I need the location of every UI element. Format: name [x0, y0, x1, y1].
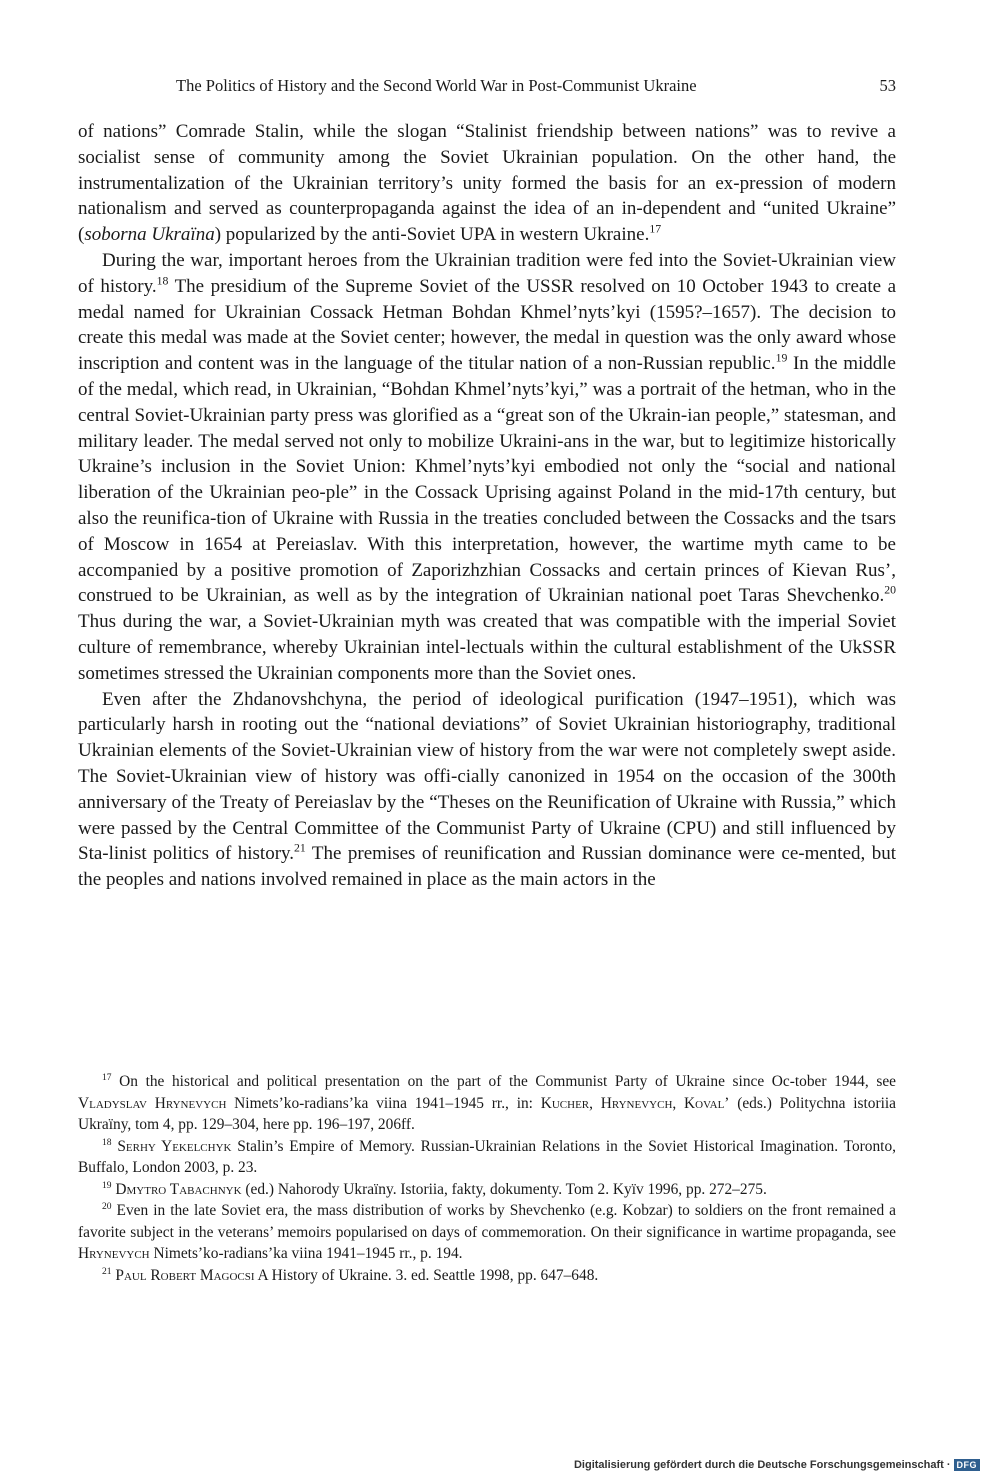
footnote-text: (ed.) Nahorody Ukraïny. Istoriia, fakty, dokumenty. Tom 2. Kyïv 1996, pp. 272–275.: [241, 1180, 767, 1198]
paragraph-2-text-a: During the war, important heroes from the Ukrainian tradition were fed into the Soviet-Ukrainian view of history.: [78, 249, 896, 297]
paragraph-1-text-c: ) popularized by the anti-Soviet UPA in western Ukraine.: [214, 224, 650, 246]
footnotes: [78, 1071, 896, 1286]
footnote-number: 20: [102, 1200, 112, 1212]
footnote-author: Vladyslav Hrynevych: [78, 1094, 227, 1112]
footnote-text: Nimets’ko-radians’ka viina 1941–1945 rr., in:: [226, 1094, 541, 1112]
footnote-text: Nimets’ko-radians’ka viina 1941–1945 rr., p. 194.: [149, 1245, 463, 1262]
footnote-text: A History of Ukraine. 3. ed. Seattle 1998, pp. 647–648.: [254, 1266, 599, 1284]
footnote-text: On the historical and political presentation on the part of the Communist Party of Ukraine since Oc-tober 1944, see: [111, 1073, 896, 1090]
funding-text: Digitalisierung gefördert durch die Deutsche Forschungsgemeinschaft ·: [573, 1459, 951, 1471]
footnote-19: [78, 1179, 896, 1201]
paragraph-3: [78, 687, 896, 893]
footnote-author: Kucher, Hrynevych, Koval’: [540, 1094, 730, 1112]
paragraph-1-text-a: of nations” Comrade Stalin, while the slogan “Stalinist friendship between nations” was to revive a socialist sense of community among the Soviet Ukrainian population. On the other hand, the instrumentalization of the Ukrainian territory’s unity formed the basis for an ex-pression of modern nationalism and served as counterpropaganda against the idea of an in-dependent and “united Ukraine” (: [78, 121, 896, 246]
footnote-18: [78, 1136, 896, 1179]
footnote-number: 21: [102, 1265, 112, 1277]
footnote-author: Paul Robert Magocsi: [115, 1266, 255, 1284]
footnote-ref-17: 17: [649, 222, 662, 236]
footnote-17: [78, 1071, 896, 1136]
body-text: [78, 119, 896, 893]
footnote-number: 19: [102, 1179, 112, 1191]
paragraph-1: [78, 119, 896, 248]
funding-note: [574, 1459, 980, 1471]
paragraph-3-text-a: Even after the Zhdanovshchyna, the period of ideological purification (1947–1951), which was particularly harsh in rooting out the “national deviations” of Soviet Ukrainian historiography, traditional Ukrainian elements of the Soviet-Ukrainian view of history from the war were not completely swept aside. The Soviet-Ukrainian view of history was offi-cially canonized in 1954 on the occasion of the 300th anniversary of the Treaty of Pereiaslav by the “Theses on the Reunification of Ukraine with Russia,” which were passed by the Central Committee of the Communist Party of Ukraine (CPU) and still influenced by Sta-linist politics of history.: [78, 688, 896, 865]
footnote-number: 17: [102, 1071, 112, 1083]
paragraph-2-text-b: The presidium of the Supreme Soviet of the USSR resolved on 10 October 1943 to create a medal named for Ukrainian Cossack Hetman Bohdan Khmel’nyts’kyi (1595?–1657). The decision to create this medal was made at the Soviet center; however, the medal in question was the only award whose inscription and content was in the language of the titular nation of a non-Russian republic.: [78, 275, 897, 375]
footnote-author: Serhy Yekelchyk: [117, 1137, 232, 1155]
footnote-number: 18: [102, 1136, 112, 1148]
footnote-ref-21: 21: [294, 841, 306, 855]
paragraph-2-text-d: Thus during the war, a Soviet-Ukrainian myth was created that was compatible with the imperial Soviet culture of remembrance, whereby Ukrainian intel-lectuals within the cultural establishment of the UkSSR sometimes stressed the Ukrainian components more than the Soviet ones.: [78, 611, 896, 684]
footnote-ref-19: 19: [775, 351, 788, 365]
footnote-author: Dmytro Tabachnyk: [115, 1180, 242, 1198]
paragraph-1-italic: soborna Ukraїna: [84, 224, 215, 246]
paragraph-2: [78, 248, 896, 687]
dfg-logo-icon: DFG: [954, 1459, 981, 1471]
footnote-text: (eds.) Politychna istoriia Ukraïny, tom 4, pp. 129–304, here pp. 196–197, 206ff.: [78, 1094, 896, 1133]
footnote-author: Hrynevych: [78, 1245, 150, 1262]
footnote-21: [78, 1265, 896, 1287]
footnote-ref-20: 20: [884, 584, 896, 598]
footnote-20: [78, 1200, 896, 1265]
running-title: The Politics of History and the Second World War in Post-Communist Ukraine: [176, 76, 697, 95]
footnote-text: Even in the late Soviet era, the mass distribution of works by Shevchenko (e.g. Kobzar) to soldiers on the front remained a favorite subject in the veterans’ memoirs popularised on days of commemoration. On their significance in wartime propaganda, see: [78, 1202, 896, 1241]
footnote-ref-18: 18: [156, 274, 169, 288]
paragraph-3-text-b: The premises of reunification and Russian dominance were ce-mented, but the peoples and nations involved remained in place as the main actors in the: [78, 843, 896, 891]
footnote-text: Stalin’s Empire of Memory. Russian-Ukrainian Relations in the Soviet Historical Imagination. Toronto, Buffalo, London 2003, p. 23.: [78, 1137, 896, 1176]
page-number: 53: [879, 76, 896, 95]
paragraph-2-text-c: In the middle of the medal, which read, in Ukrainian, “Bohdan Khmel’nyts’kyi,” was a portrait of the hetman, who in the central Soviet-Ukrainian party press was glorified as a “great son of the Ukrain-ian people,” statesman, and military leader. The medal served not only to mobilize Ukraini-ans in the war, but to legitimize historically Ukraine’s inclusion in the Soviet Union: Khmel’nyts’kyi embodied not only the “social and national liberation of the Ukrainian peo-ple” in the Cossack Uprising against Poland in the mid-17th century, but also the reunifica-tion of Ukraine with Russia in the treaties concluded between the Cossacks and the tsars of Moscow in 1654 at Pereiaslav. With this interpretation, however, the wartime myth came to be accompanied by a positive promotion of Zaporizhzhian Cossacks and certain princes of Kievan Rus’, construed to be Ukrainian, as well as by the integration of Ukrainian national poet Taras Shevchenko.: [78, 353, 896, 607]
